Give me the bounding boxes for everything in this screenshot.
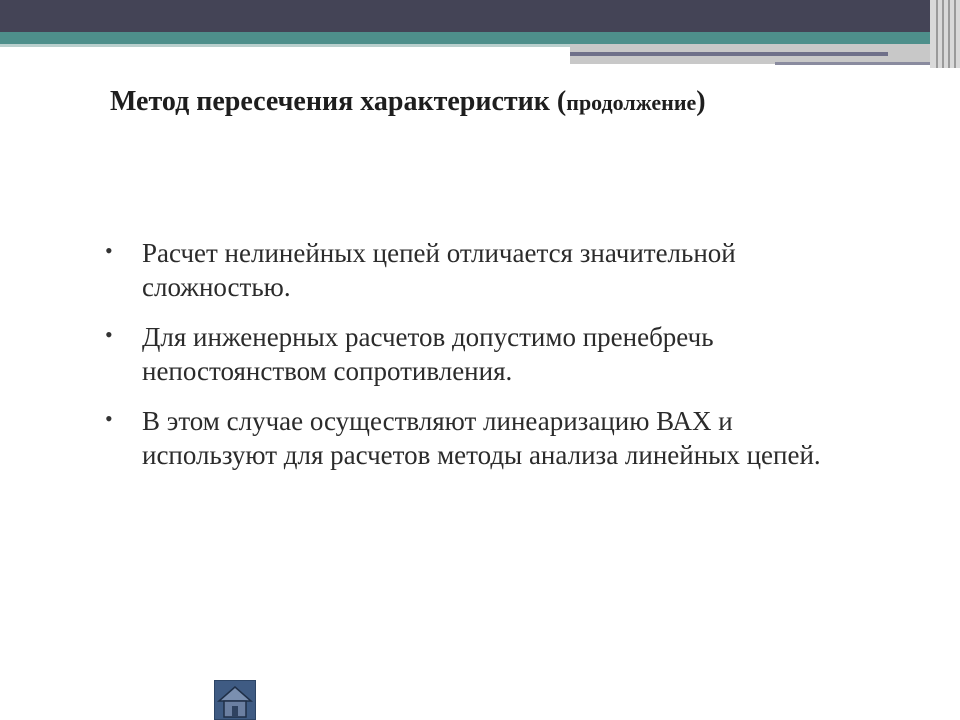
header-dark-bar: [0, 0, 960, 32]
header-accent-line: [570, 52, 888, 56]
home-button[interactable]: [214, 680, 256, 720]
bullet-text: Для инженерных расчетов допустимо пренебречь непостоянством сопротивления.: [142, 322, 714, 386]
slide-title-main: Метод пересечения характеристик (: [110, 86, 567, 117]
bullet-text: В этом случае осуществляют линеаризацию ВАХ и используют для расчетов методы анализа линейных цепей.: [142, 406, 821, 470]
slide-title-sub: продолжение: [566, 90, 697, 115]
bullet-list: [105, 236, 865, 488]
list-item: [105, 320, 865, 388]
list-item: [105, 236, 865, 304]
header-right-stripes: [930, 0, 960, 68]
header-teal-bar: [0, 32, 930, 44]
bullet-icon: •: [105, 322, 113, 347]
list-item: [105, 404, 865, 472]
bullet-text: Расчет нелинейных цепей отличается значительной сложностью.: [142, 238, 736, 302]
slide-title-close: ): [696, 86, 706, 117]
bullet-icon: •: [105, 406, 113, 431]
bullet-icon: •: [105, 238, 113, 263]
house-icon: [215, 681, 255, 719]
slide-title: [110, 86, 950, 118]
header-accent-line-short: [775, 62, 942, 65]
